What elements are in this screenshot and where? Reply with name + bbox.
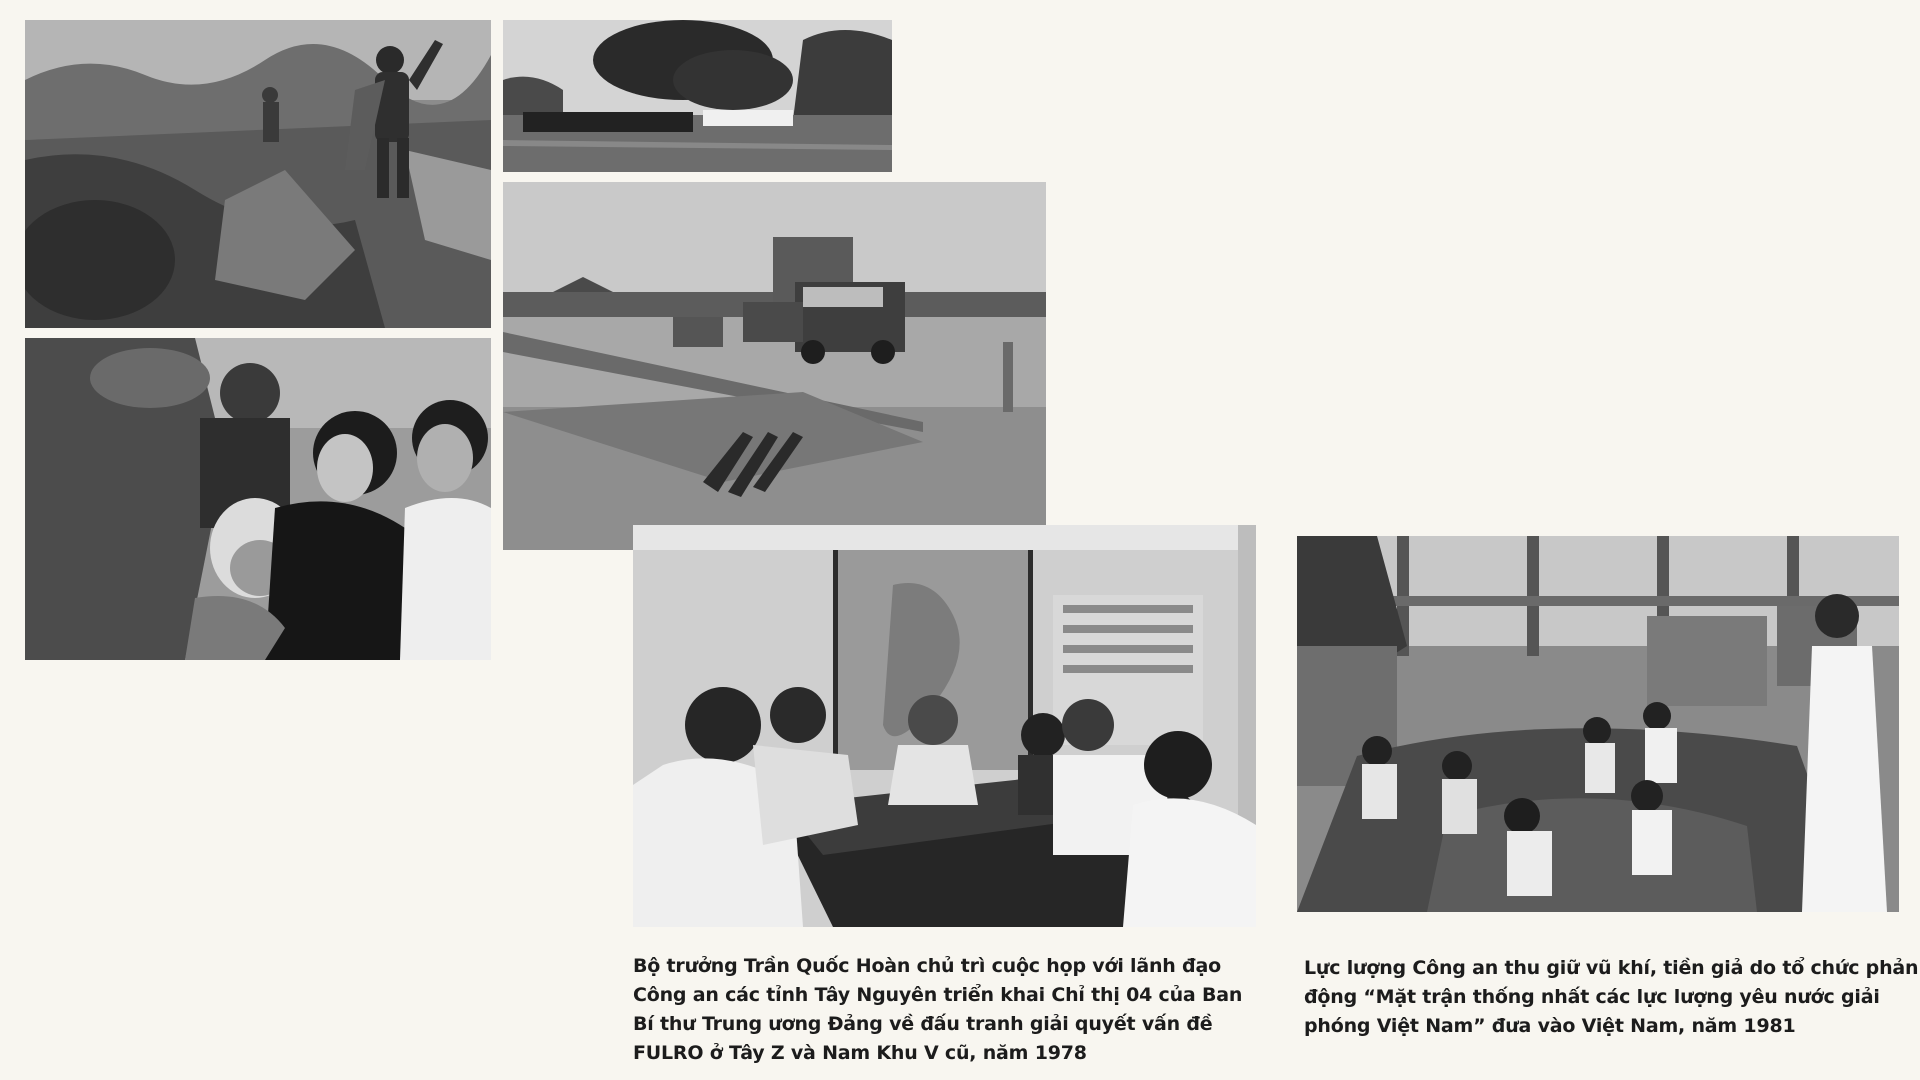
- caption-line: Lực lượng Công an thu giữ vũ khí, tiền giả do tổ chức phản: [1304, 957, 1919, 979]
- photo-burning-boat: [503, 20, 892, 172]
- caption-meeting: [633, 952, 1242, 1068]
- caption-line: Công an các tỉnh Tây Nguyên triển khai Chỉ thị 04 của Ban: [633, 984, 1243, 1006]
- caption-line: động “Mặt trận thống nhất các lực lượng yêu nước giải: [1304, 986, 1880, 1008]
- caption-line: Bí thư Trung ương Đảng về đấu tranh giải quyết vấn đề: [633, 1013, 1213, 1035]
- caption-seized-weapons: [1304, 954, 1918, 1041]
- photo-seized-weapons: [1297, 536, 1899, 912]
- caption-line: Bộ trưởng Trần Quốc Hoàn chủ trì cuộc họp với lãnh đạo: [633, 955, 1221, 977]
- photo-meeting: [633, 525, 1256, 927]
- photo-soldier-hillside: [25, 20, 491, 328]
- caption-line: phóng Việt Nam” đưa vào Việt Nam, năm 1981: [1304, 1015, 1796, 1037]
- photo-truck-bridge: [503, 182, 1046, 550]
- photo-wounded-child: [25, 338, 491, 660]
- caption-line: FULRO ở Tây Z và Nam Khu V cũ, năm 1978: [633, 1042, 1087, 1064]
